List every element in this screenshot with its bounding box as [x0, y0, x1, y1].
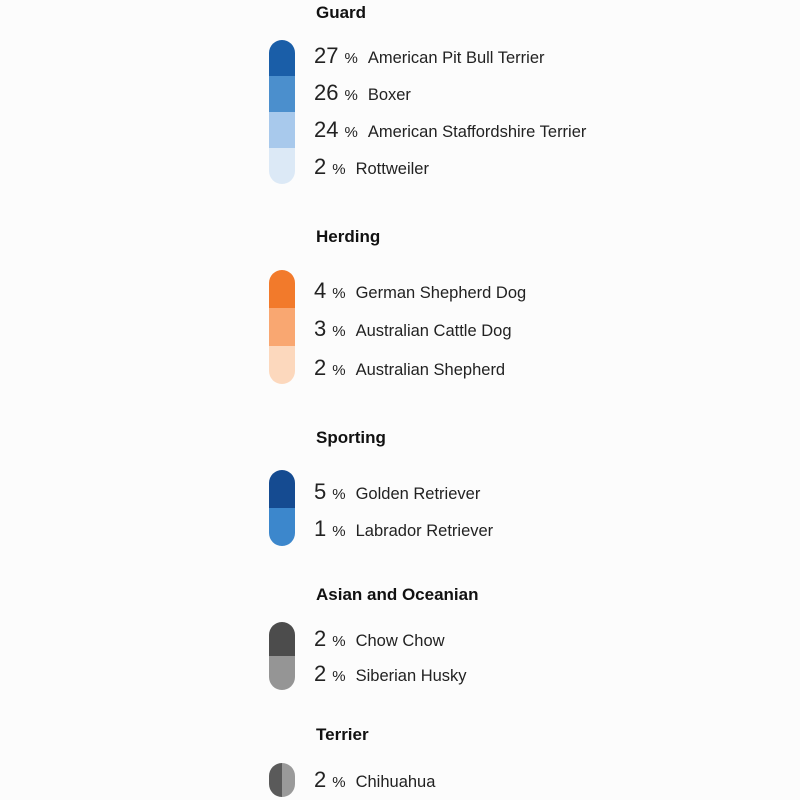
breed-percentage-value: 2 [314, 154, 327, 179]
pill-segment [269, 346, 295, 384]
breed-name: Australian Cattle Dog [355, 322, 512, 340]
breed-percentage-value: 26 [314, 80, 339, 105]
breed-percentage-value: 3 [314, 316, 327, 341]
percent-sign: % [344, 87, 358, 104]
breed-row [314, 280, 526, 302]
breed-row [314, 156, 429, 178]
group-pill [269, 622, 295, 690]
pill-segment [269, 112, 295, 148]
pill-segment [269, 308, 295, 346]
pill-segment [269, 763, 282, 797]
breed-row [314, 769, 435, 791]
breed-row [314, 45, 545, 67]
breed-row [314, 82, 411, 104]
breed-percentage-value: 5 [314, 479, 327, 504]
breed-name: Siberian Husky [355, 667, 467, 685]
breed-row [314, 663, 467, 685]
percent-sign: % [332, 486, 346, 503]
percent-sign: % [332, 523, 346, 540]
breed-percentage-value: 2 [314, 626, 327, 651]
percent-sign: % [332, 161, 346, 178]
percent-sign: % [332, 633, 346, 650]
breed-percentage-value: 24 [314, 117, 339, 142]
percent-sign: % [344, 50, 358, 67]
pill-segment [269, 470, 295, 508]
breed-name: Labrador Retriever [355, 522, 494, 540]
breed-row [314, 119, 586, 141]
percent-sign: % [332, 668, 346, 685]
pill-segment [269, 40, 295, 76]
pill-segment [269, 508, 295, 546]
group-title: Herding [316, 227, 381, 246]
breed-row [314, 518, 493, 540]
group-pill [269, 763, 295, 797]
breed-name: Boxer [367, 86, 411, 104]
breed-name: Golden Retriever [355, 485, 481, 503]
breed-percentage-value: 2 [314, 355, 327, 380]
pill-segment [269, 270, 295, 308]
breed-percentage-value: 2 [314, 661, 327, 686]
percent-sign: % [332, 285, 346, 302]
group-title: Guard [316, 3, 367, 22]
pill-segment [269, 656, 295, 690]
breed-row [314, 318, 512, 340]
group-title: Terrier [316, 725, 369, 744]
breed-percentage-value: 1 [314, 516, 327, 541]
breed-name: Australian Shepherd [355, 361, 506, 379]
group-title: Asian and Oceanian [316, 585, 479, 604]
breed-name: Chow Chow [355, 632, 445, 650]
group-pill [269, 270, 295, 384]
group-title: Sporting [316, 428, 386, 447]
breed-percentage-value: 4 [314, 278, 327, 303]
breed-row [314, 628, 445, 650]
breed-percentage-value: 2 [314, 767, 327, 792]
breed-name: Chihuahua [355, 773, 436, 791]
breed-row [314, 357, 505, 379]
breed-name: American Staffordshire Terrier [367, 123, 587, 141]
breed-percentage-value: 27 [314, 43, 339, 68]
breed-name: German Shepherd Dog [355, 284, 527, 302]
group-pill [269, 40, 295, 184]
pill-segment [282, 763, 295, 797]
pill-segment [269, 148, 295, 184]
breed-name: American Pit Bull Terrier [367, 49, 545, 67]
pill-segment [269, 622, 295, 656]
breed-name: Rottweiler [355, 160, 429, 178]
group-pill [269, 470, 295, 546]
percent-sign: % [332, 362, 346, 379]
breed-row [314, 481, 480, 503]
percent-sign: % [344, 124, 358, 141]
percent-sign: % [332, 774, 346, 791]
percent-sign: % [332, 323, 346, 340]
pill-segment [269, 76, 295, 112]
